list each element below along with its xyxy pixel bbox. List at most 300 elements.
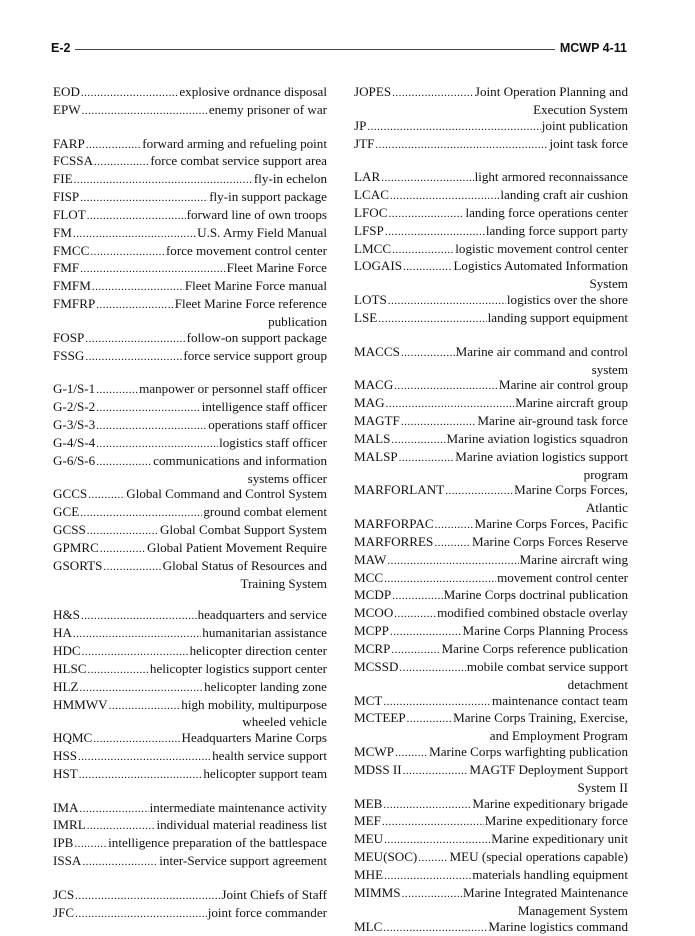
definition-continuation: Training System — [53, 576, 327, 592]
acronym: JFC — [53, 905, 74, 921]
dot-leader — [435, 516, 474, 534]
glossary-entry — [354, 605, 628, 623]
glossary-entry — [354, 813, 628, 831]
acronym: FIE — [53, 171, 73, 187]
dot-leader — [383, 919, 487, 936]
glossary-entry — [354, 310, 628, 328]
dot-leader — [391, 641, 440, 659]
definition: light armored reconnaissance — [475, 169, 628, 185]
glossary-entry — [53, 417, 327, 435]
definition-continuation: publication — [53, 314, 327, 330]
glossary-entry — [354, 587, 628, 605]
glossary-entry — [354, 552, 628, 570]
definition: Marine Corps warfighting publication — [429, 744, 628, 760]
acronym: MACCS — [354, 344, 400, 360]
glossary-entry — [53, 171, 327, 189]
dot-leader — [388, 205, 464, 223]
dot-leader — [87, 817, 156, 835]
acronym: LSE — [354, 310, 377, 326]
glossary-entry — [354, 377, 628, 395]
glossary-entry — [53, 748, 327, 766]
acronym: LAR — [354, 169, 380, 185]
dot-leader — [90, 243, 165, 261]
definition: helicopter support team — [203, 766, 327, 782]
glossary-entry — [53, 817, 327, 835]
definition: ground combat element — [203, 504, 327, 520]
glossary-entry — [53, 296, 327, 314]
acronym: FMFM — [53, 278, 91, 294]
dot-leader — [79, 679, 203, 697]
dot-leader — [75, 887, 220, 905]
acronym: FMFRP — [53, 296, 95, 312]
dot-leader — [86, 136, 141, 154]
glossary-entry — [354, 831, 628, 849]
definition: Marine aviation logistics squadron — [447, 431, 628, 447]
acronym: FOSP — [53, 330, 84, 346]
dot-leader — [386, 395, 515, 413]
acronym: MARFORLANT — [354, 482, 444, 498]
dot-leader — [81, 84, 178, 102]
definition-continuation: System — [354, 276, 628, 292]
section-gap — [354, 153, 628, 169]
acronym: EOD — [53, 84, 80, 100]
dot-leader — [385, 223, 485, 241]
acronym: GSORTS — [53, 558, 102, 574]
header-rule — [75, 49, 555, 50]
definition: Marine Integrated Maintenance — [463, 885, 628, 901]
definition: Fleet Marine Force manual — [185, 278, 327, 294]
dot-leader — [383, 693, 491, 711]
definition: operations staff officer — [208, 417, 327, 433]
definition: Marine aircraft group — [515, 395, 628, 411]
acronym: MACG — [354, 377, 393, 393]
glossary-entry — [53, 730, 327, 748]
glossary-entry — [53, 136, 327, 154]
dot-leader — [394, 605, 436, 623]
definition-continuation: Atlantic — [354, 500, 628, 516]
acronym: LMCC — [354, 241, 391, 257]
glossary-entry — [53, 540, 327, 558]
definition: communications and information — [153, 453, 327, 469]
definition: Global Patient Movement Require — [147, 540, 327, 556]
glossary-entry — [53, 260, 327, 278]
definition: logistics staff officer — [219, 435, 327, 451]
definition: joint publication — [542, 118, 628, 134]
glossary-entry — [354, 919, 628, 936]
dot-leader — [390, 623, 462, 641]
glossary-entry — [53, 399, 327, 417]
acronym: MCTEEP — [354, 710, 406, 726]
glossary-entry — [53, 835, 327, 853]
dot-leader — [79, 800, 148, 818]
glossary-entry — [53, 102, 327, 120]
acronym: IMRL — [53, 817, 86, 833]
definition: Marine aviation logistics support — [455, 449, 628, 465]
dot-leader — [81, 607, 197, 625]
dot-leader — [384, 570, 496, 588]
dot-leader — [381, 169, 473, 187]
acronym: FISP — [53, 189, 79, 205]
definition-continuation: and Employment Program — [354, 728, 628, 744]
definition: Marine logistics command — [488, 919, 628, 935]
acronym: JP — [354, 118, 366, 134]
glossary-entry — [354, 84, 628, 102]
definition: Joint Operation Planning and — [475, 84, 628, 100]
acronym: LCAC — [354, 187, 389, 203]
dot-leader — [392, 587, 443, 605]
glossary-entry — [53, 625, 327, 643]
definition: helicopter landing zone — [204, 679, 327, 695]
dot-leader — [100, 540, 146, 558]
acronym: G-2/S-2 — [53, 399, 95, 415]
dot-leader — [394, 377, 498, 395]
acronym: FCSSA — [53, 153, 93, 169]
glossary-entry — [354, 516, 628, 534]
dot-leader — [103, 558, 161, 576]
definition: logistic movement control center — [455, 241, 628, 257]
definition: Marine air-ground task force — [477, 413, 628, 429]
acronym: EPW — [53, 102, 81, 118]
definition: joint task force — [549, 136, 628, 152]
definition: landing craft air cushion — [500, 187, 628, 203]
acronym: JCS — [53, 887, 74, 903]
glossary-entry — [354, 258, 628, 276]
dot-leader — [390, 187, 499, 205]
dot-leader — [387, 552, 518, 570]
acronym: LFOC — [354, 205, 387, 221]
acronym: GCCS — [53, 486, 87, 502]
dot-leader — [392, 241, 454, 259]
dot-leader — [384, 831, 490, 849]
definition-continuation: Management System — [354, 903, 628, 919]
acronym: MLC — [354, 919, 382, 935]
glossary-column-left — [53, 84, 327, 923]
acronym: HDC — [53, 643, 81, 659]
definition: Marine expeditionary unit — [491, 831, 628, 847]
definition: movement control center — [497, 570, 628, 586]
dot-leader — [403, 258, 452, 276]
glossary-entry — [354, 187, 628, 205]
acronym: G-6/S-6 — [53, 453, 95, 469]
dot-leader — [418, 849, 448, 867]
dot-leader — [96, 296, 173, 314]
acronym: HLSC — [53, 661, 86, 677]
definition: Global Status of Resources and — [163, 558, 327, 574]
definition-continuation: systems officer — [53, 471, 327, 487]
definition: mobile combat service support — [467, 659, 628, 675]
section-gap — [53, 784, 327, 800]
acronym: MALSP — [354, 449, 398, 465]
acronym: LOGAIS — [354, 258, 402, 274]
acronym: GCSS — [53, 522, 86, 538]
glossary-entry — [354, 641, 628, 659]
acronym: IPB — [53, 835, 73, 851]
glossary-entry — [354, 292, 628, 310]
acronym: FARP — [53, 136, 85, 152]
dot-leader — [388, 292, 506, 310]
glossary-entry — [53, 153, 327, 171]
definition-continuation: program — [354, 467, 628, 483]
glossary-entry — [354, 431, 628, 449]
glossary-entry — [354, 241, 628, 259]
definition: Logistics Automated Information — [453, 258, 628, 274]
glossary-entry — [354, 534, 628, 552]
dot-leader — [391, 431, 445, 449]
glossary-entry — [53, 453, 327, 471]
acronym: FSSG — [53, 348, 84, 364]
dot-leader — [85, 348, 182, 366]
glossary-entry — [354, 849, 628, 867]
dot-leader — [96, 381, 138, 399]
glossary-entry — [53, 330, 327, 348]
glossary-entry — [354, 796, 628, 814]
dot-leader — [378, 310, 486, 328]
glossary-entry — [53, 661, 327, 679]
glossary-entry — [53, 189, 327, 207]
definition: Marine air command and control — [456, 344, 628, 360]
dot-leader — [87, 661, 148, 679]
acronym: ISSA — [53, 853, 81, 869]
definition: Marine Corps Planning Process — [463, 623, 628, 639]
definition: Marine air control group — [499, 377, 628, 393]
acronym: HLZ — [53, 679, 78, 695]
definition: force service support group — [183, 348, 327, 364]
dot-leader — [87, 522, 159, 540]
definition-continuation: Execution System — [354, 102, 628, 118]
definition-continuation: system — [354, 362, 628, 378]
dot-leader — [375, 136, 548, 154]
acronym: JTF — [354, 136, 374, 152]
dot-leader — [96, 417, 207, 435]
definition: Marine Corps reference publication — [441, 641, 628, 657]
dot-leader — [392, 84, 474, 102]
page-header — [40, 41, 627, 57]
acronym: IMA — [53, 800, 78, 816]
dot-leader — [399, 659, 466, 677]
dot-leader — [399, 449, 455, 467]
page-number: E-2 — [51, 41, 70, 55]
acronym: FMF — [53, 260, 79, 276]
acronym: MCT — [354, 693, 382, 709]
glossary-entry — [53, 697, 327, 715]
definition: landing support equipment — [488, 310, 628, 326]
acronym: LFSP — [354, 223, 384, 239]
glossary-entry — [53, 84, 327, 102]
dot-leader — [403, 762, 469, 780]
acronym: H&S — [53, 607, 80, 623]
glossary-entry — [53, 278, 327, 296]
dot-leader — [82, 102, 208, 120]
definition: Headquarters Marine Corps — [182, 730, 327, 746]
acronym: JOPES — [354, 84, 391, 100]
acronym: MARFORPAC — [354, 516, 434, 532]
dot-leader — [96, 453, 152, 471]
dot-leader — [94, 153, 149, 171]
definition: manpower or personnel staff officer — [139, 381, 327, 397]
glossary-entry — [354, 169, 628, 187]
acronym: HA — [53, 625, 72, 641]
acronym: MCWP — [354, 744, 394, 760]
dot-leader — [80, 260, 225, 278]
dot-leader — [434, 534, 471, 552]
acronym: LOTS — [354, 292, 387, 308]
glossary-entry — [354, 659, 628, 677]
definition: individual material readiness list — [156, 817, 327, 833]
definition: materials handling equipment — [472, 867, 628, 883]
definition: U.S. Army Field Manual — [197, 225, 327, 241]
dot-leader — [87, 207, 186, 225]
acronym: MCDP — [354, 587, 391, 603]
definition: logistics over the shore — [507, 292, 628, 308]
acronym: FM — [53, 225, 72, 241]
glossary-entry — [53, 348, 327, 366]
definition: fly-in support package — [209, 189, 327, 205]
definition: helicopter logistics support center — [150, 661, 327, 677]
glossary-entry — [53, 766, 327, 784]
dot-leader — [407, 710, 452, 728]
definition-continuation: detachment — [354, 677, 628, 693]
definition: headquarters and service — [198, 607, 327, 623]
definition: joint force commander — [208, 905, 327, 921]
glossary-entry — [53, 887, 327, 905]
definition: Marine Corps Forces, Pacific — [475, 516, 628, 532]
dot-leader — [96, 399, 200, 417]
dot-leader — [80, 189, 208, 207]
acronym: G-1/S-1 — [53, 381, 95, 397]
definition: Global Command and Control System — [126, 486, 327, 502]
definition: Fleet Marine Force reference — [175, 296, 327, 312]
definition: Marine Corps Forces Reserve — [472, 534, 628, 550]
acronym: MCRP — [354, 641, 390, 657]
dot-leader — [73, 625, 201, 643]
acronym: MAGTF — [354, 413, 400, 429]
definition: Fleet Marine Force — [227, 260, 327, 276]
definition: helicopter direction center — [190, 643, 327, 659]
glossary-entry — [53, 558, 327, 576]
dot-leader — [92, 278, 184, 296]
glossary-entry — [53, 853, 327, 871]
dot-leader — [82, 643, 189, 661]
glossary-entry — [354, 413, 628, 431]
acronym: MHE — [354, 867, 383, 883]
glossary-entry — [354, 449, 628, 467]
acronym: GCE — [53, 504, 79, 520]
dot-leader — [78, 748, 211, 766]
definition: MEU (special operations capable) — [449, 849, 628, 865]
dot-leader — [80, 504, 202, 522]
definition: health service support — [212, 748, 327, 764]
definition: enemy prisoner of war — [209, 102, 327, 118]
glossary-entry — [53, 486, 327, 504]
acronym: MEF — [354, 813, 381, 829]
dot-leader — [82, 853, 158, 871]
glossary-entry — [354, 205, 628, 223]
definition: follow-on support package — [187, 330, 327, 346]
definition: landing force operations center — [465, 205, 628, 221]
dot-leader — [96, 435, 218, 453]
definition: Marine Corps doctrinal publication — [444, 587, 628, 603]
acronym: MDSS II — [354, 762, 402, 778]
acronym: MAG — [354, 395, 385, 411]
acronym: MCPP — [354, 623, 389, 639]
definition: Joint Chiefs of Staff — [221, 887, 327, 903]
dot-leader — [73, 225, 196, 243]
dot-leader — [109, 697, 181, 715]
glossary-entry — [53, 504, 327, 522]
glossary-entry — [354, 223, 628, 241]
glossary-entry — [53, 800, 327, 818]
glossary-entry — [354, 118, 628, 136]
dot-leader — [402, 885, 462, 903]
dot-leader — [401, 344, 455, 362]
dot-leader — [74, 835, 107, 853]
glossary-entry — [354, 885, 628, 903]
dot-leader — [79, 766, 203, 784]
definition: intelligence staff officer — [202, 399, 327, 415]
glossary-entry — [53, 207, 327, 225]
definition: explosive ordnance disposal — [179, 84, 327, 100]
acronym: MARFORRES — [354, 534, 433, 550]
acronym: HMMWV — [53, 697, 108, 713]
acronym: HST — [53, 766, 78, 782]
definition: Marine expeditionary force — [485, 813, 628, 829]
dot-leader — [384, 867, 471, 885]
dot-leader — [74, 171, 253, 189]
acronym: MALS — [354, 431, 390, 447]
dot-leader — [445, 482, 513, 500]
acronym: MAW — [354, 552, 386, 568]
section-gap — [53, 120, 327, 136]
definition: forward line of own troops — [187, 207, 327, 223]
definition: inter-Service support agreement — [159, 853, 327, 869]
acronym: MIMMS — [354, 885, 401, 901]
dot-leader — [395, 744, 428, 762]
glossary-entry — [53, 243, 327, 261]
definition: high mobility, multipurpose — [181, 697, 327, 713]
definition: Marine aircraft wing — [520, 552, 628, 568]
document-id: MCWP 4-11 — [560, 41, 627, 55]
acronym: GPMRC — [53, 540, 99, 556]
glossary-entry — [53, 225, 327, 243]
dot-leader — [401, 413, 477, 431]
definition: intermediate maintenance activity — [150, 800, 327, 816]
definition: MAGTF Deployment Support — [469, 762, 628, 778]
section-gap — [53, 871, 327, 887]
definition: force movement control center — [166, 243, 327, 259]
glossary-entry — [53, 607, 327, 625]
acronym: HQMC — [53, 730, 92, 746]
definition: landing force support party — [486, 223, 628, 239]
dot-leader — [93, 730, 180, 748]
glossary-entry — [354, 623, 628, 641]
dot-leader — [382, 813, 484, 831]
section-gap — [53, 591, 327, 607]
definition: Marine Corps Forces, — [514, 482, 628, 498]
acronym: MEU — [354, 831, 383, 847]
section-gap — [53, 366, 327, 382]
dot-leader — [75, 905, 207, 923]
definition: fly-in echelon — [254, 171, 327, 187]
glossary-entry — [53, 643, 327, 661]
acronym: HSS — [53, 748, 77, 764]
definition: Marine Corps Training, Exercise, — [453, 710, 628, 726]
acronym: FLOT — [53, 207, 86, 223]
definition-continuation: wheeled vehicle — [53, 714, 327, 730]
definition: maintenance contact team — [492, 693, 628, 709]
section-gap — [354, 328, 628, 344]
acronym: G-3/S-3 — [53, 417, 95, 433]
dot-leader — [88, 486, 125, 504]
